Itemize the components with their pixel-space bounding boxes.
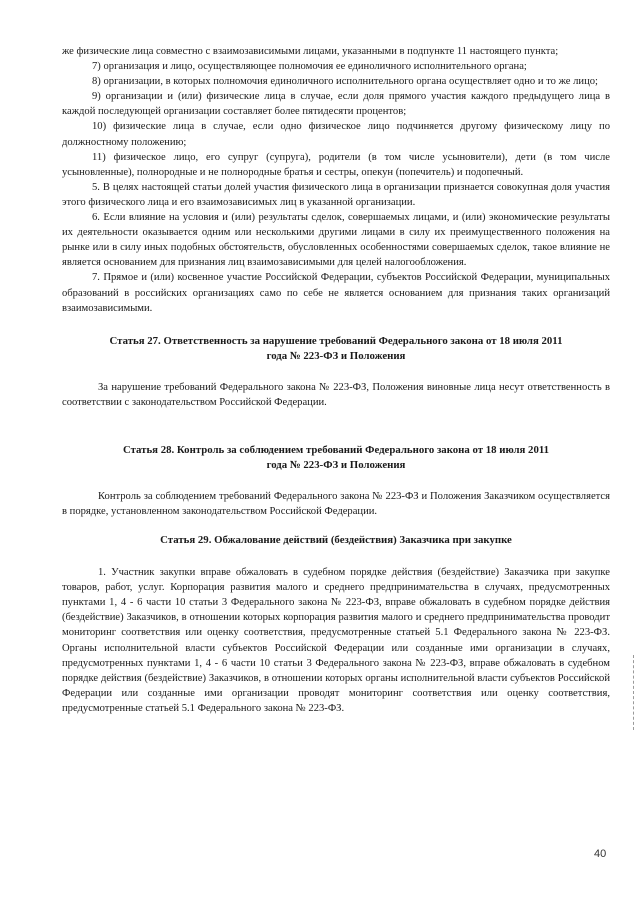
- article-28-title-line2: года № 223-ФЗ и Положения: [266, 458, 406, 471]
- article-29-heading: Статья 29. Обжалование действий (бездействия) Заказчика при закупке: [160, 534, 512, 547]
- paragraph-continuation: же физические лица совместно с взаимозависимыми лицами, указанными в подпункте 11 настоящего пункта;: [62, 46, 559, 57]
- article-28-text: Контроль за соблюдением требований Федерального закона № 223-ФЗ и Положения Заказчиком осуществляется в порядке, установленном законодательством Российской Федерации.: [62, 490, 610, 517]
- document-page: [62, 44, 610, 716]
- list-item-7: 7) организация и лицо, осуществляющее полномочия ее единоличного исполнительного органа;: [92, 61, 527, 73]
- article-27-title-line1: Статья 27. Ответственность за нарушение требований Федерального закона от 18 июля 2011: [109, 334, 563, 347]
- article-29-text: 1. Участник закупки вправе обжаловать в судебном порядке действия (бездействие) Заказчика при закупке товаров, работ, услуг. Корпорация развития малого и среднего предпринимательства в случаях, предусмотренных пунктами 1, 4 - 6 части 10 статьи 3 Федерального закона № 223-ФЗ, вправе обжаловать в судебном порядке действия (бездействие) Заказчиков, в отношении которых корпорация развития малого и среднего предпринимательства проводит мониторинг соответствия или оценку соответствия, предусмотренные статьей 5.1 Федерального закона № 223-ФЗ. Органы исполнительной власти субъектов Российской Федерации или созданные ими организации в случаях, предусмотренных пунктами 1, 4 - 6 части 10 статьи 3 Федерального закона № 223-ФЗ, вправе обжаловать в судебном порядке действия (бездействие) Заказчиков, в отношении которых органы исполнительной власти субъектов Российской Федерации или созданные ими организации проводят мониторинг соответствия или оценку соответствия, предусмотренные статьей 5.1 Федерального закона № 223-ФЗ.: [62, 567, 610, 714]
- list-item-8: 8) организации, в которых полномочия единоличного исполнительного органа осуществляет одно и то же лицо;: [92, 76, 598, 88]
- article-28-heading: [62, 443, 610, 473]
- list-item-10: 10) физические лица в случае, если одно физическое лицо подчиняется другому физическому лицу по должностному положению;: [62, 121, 610, 148]
- article-27-heading: [62, 334, 610, 364]
- scan-margin-mark: [633, 655, 634, 730]
- list-item-11: 11) физическое лицо, его супруг (супруга), родители (в том числе усыновители), дети (в том числе усыновленные), полнородные и не полнородные братья и сестры, опекун (попечитель) и подопечный.: [62, 151, 610, 178]
- article-28-title-line1: Статья 28. Контроль за соблюдением требований Федерального закона от 18 июля 2011: [122, 443, 550, 456]
- article-27-text: За нарушение требований Федерального закона № 223-ФЗ, Положения виновные лица несут ответственность в соответствии с законодательством Российской Федерации.: [62, 381, 610, 408]
- paragraph-5: 5. В целях настоящей статьи долей участия физического лица в организации признается совокупная доля участия этого физического лица и его взаимозависимых лиц в указанной организации.: [62, 181, 610, 208]
- list-item-9: 9) организации и (или) физические лица в случае, если доля прямого участия каждого предыдущего лица в каждой последующей организации составляет более пятидесяти процентов;: [62, 91, 610, 118]
- paragraph-6: 6. Если влияние на условия и (или) результаты сделок, совершаемых лицами, и (или) экономические результаты их деятельности оказывается одним или несколькими другими лицами в силу их преимущественного положения на рынке или в силу иных подобных обстоятельств, обусловленных особенностями совершаемых сделок, такое влияние не является основанием для признания лиц взаимозависимыми для целей налогообложения.: [62, 212, 610, 269]
- page-number: 40: [594, 848, 607, 860]
- article-27-title-line2: года № 223-ФЗ и Положения: [266, 349, 406, 362]
- paragraph-7: 7. Прямое и (или) косвенное участие Российской Федерации, субъектов Российской Федерации, муниципальных образований в российских организациях само по себе не является основанием для признания таких организаций взаимозависимыми.: [62, 272, 610, 314]
